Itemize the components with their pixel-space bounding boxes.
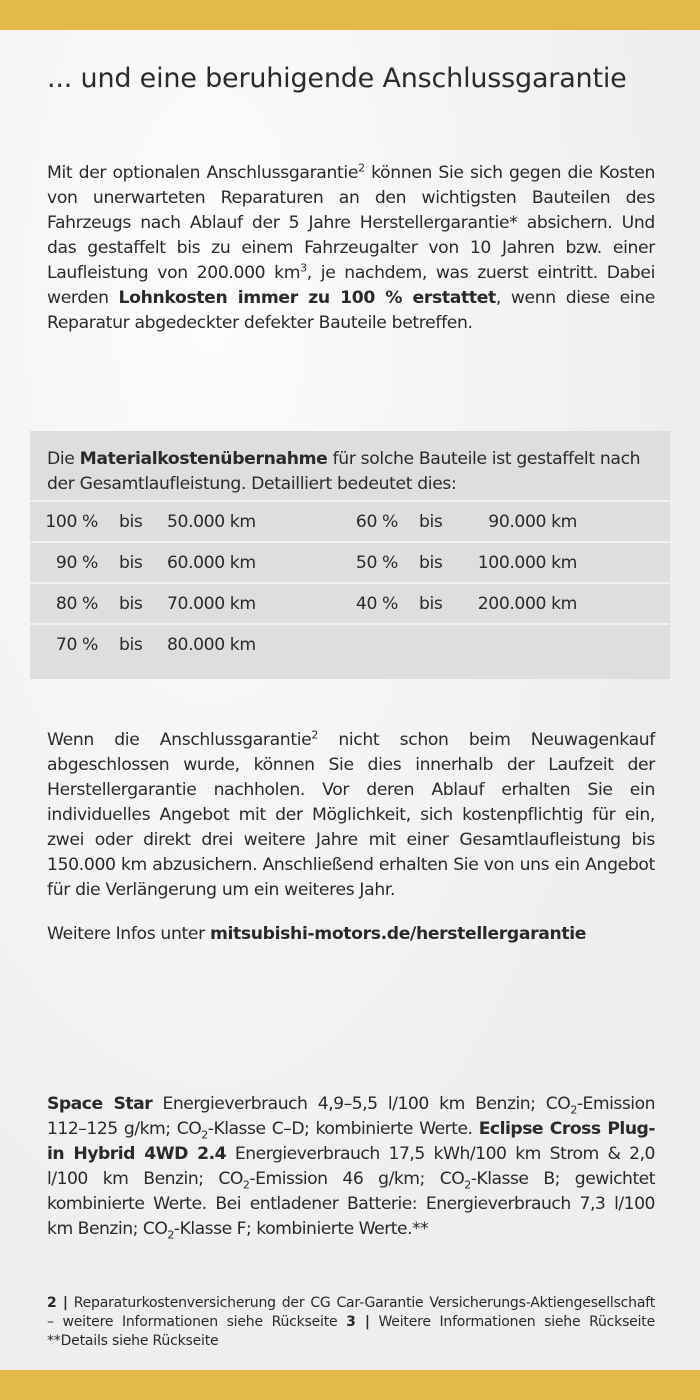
bis-left: bis <box>119 594 143 614</box>
percent-left: 70 % <box>55 635 98 655</box>
model-eclipse-cross: Eclipse Cross Plug-in Hybrid 4WD 2.4 <box>47 1119 655 1164</box>
km-left: 50.000 km <box>167 512 256 532</box>
percent-right: 60 % <box>355 512 398 532</box>
intro-paragraph: Mit der optionalen Anschlussgarantie$^2$ können Sie sich gegen die Kosten von unerwarteten Reparaturen an den wichtigsten Bauteilen des Fahrzeugs nach Ablauf der 5 Jahre Herstellergarantie* absichern. Und das gestaffelt bis zu einem Fahrzeugalter von 10 Jahren bzw. einer Laufleistung von 200.000 $km^3$, je nachdem, was zuerst eintritt. Dabei werden Lohnkosten immer zu 100 % erstattet, wenn diese eine Reparatur abgedeckter defekter Bauteile betreffen. <box>47 161 656 333</box>
km-left: 80.000 km <box>167 635 256 655</box>
table-row <box>30 502 670 543</box>
percent-left: 90 % <box>55 553 98 573</box>
page-title: ... und eine beruhigende Anschlussgarantie <box>47 63 627 94</box>
percent-right: 50 % <box>355 553 398 573</box>
footnotes: 2 | Reparaturkostenversicherung der CG Car-Garantie Versicherungs-Aktiengesellschaft – weitere Informationen siehe Rückseite 3 | Weitere Informationen siehe Rückseite **Details siehe Rückseite <box>47 1295 655 1349</box>
info-link[interactable]: mitsubishi-motors.de/herstellergarantie <box>209 924 587 944</box>
bis-left: bis <box>119 635 143 655</box>
percent-right: 40 % <box>355 594 398 614</box>
table-row <box>30 625 670 666</box>
km-left: 70.000 km <box>167 594 256 614</box>
labor-costs-highlight: Lohnkosten immer zu 100 % erstattet <box>118 288 496 308</box>
bis-left: bis <box>119 553 143 573</box>
consumption-disclaimer: Space Star Energieverbrauch 4,9–5,5 l/100 km Benzin; $CO_2$-Emission 112–125 g/km; $CO_2$-Klasse C–D; kombinierte Werte. Eclipse Cross Plug-in Hybrid 4WD 2.4 Energieverbrauch 17,5 kWh/100 km Strom & 2,0 l/100 km Benzin; $CO_2$-Emission 46 g/km; $CO_2$-Klasse B; gewichtet kombinierte Werte. Bei entladener Batterie: Energieverbrauch 7,3 l/100 km Benzin; $CO_2$-Klasse F; kombinierte Werte.** <box>47 1094 655 1242</box>
percent-left: 100 % <box>45 512 98 532</box>
km-right: 100.000 km <box>477 553 577 573</box>
bis-right: bis <box>419 553 443 573</box>
km-right: 90.000 km <box>488 512 577 532</box>
km-left: 60.000 km <box>167 553 256 573</box>
retrofit-paragraph: Wenn die Anschlussgarantie$^2$ nicht schon beim Neuwagenkauf abgeschlossen wurde, können Sie dies innerhalb der Laufzeit der Herstellergarantie nachholen. Vor deren Ablauf erhalten Sie ein individuelles Angebot mit der Möglichkeit, sich kostenpflichtig für ein, zwei oder direkt drei weitere Jahre mit einer Gesamtlaufleistung bis 150.000 km abzusichern. Anschließend erhalten Sie von uns ein Angebot für die Verlängerung um ein weiteres Jahr. <box>47 728 655 900</box>
table-row <box>30 584 670 625</box>
bis-right: bis <box>419 594 443 614</box>
model-space-star: Space Star <box>47 1094 153 1114</box>
material-cost-table <box>30 431 670 679</box>
table-intro: Die Materialkostenübernahme für solche Bauteile ist gestaffelt nach der Gesamtlaufleistung. Detailliert bedeutet dies: <box>30 431 670 502</box>
bis-left: bis <box>119 512 143 532</box>
info-paragraph: Weitere Infos unter mitsubishi-motors.de/herstellergarantie <box>47 924 587 944</box>
table-row <box>30 543 670 584</box>
percent-left: 80 % <box>55 594 98 614</box>
km-right: 200.000 km <box>477 594 577 614</box>
bis-right: bis <box>419 512 443 532</box>
